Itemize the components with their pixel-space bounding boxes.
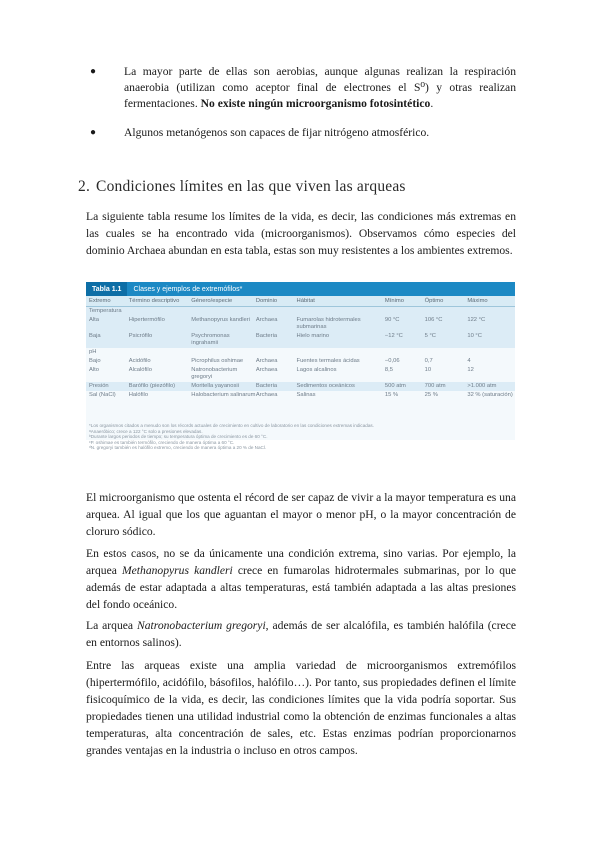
paragraph-text: , además de ser alcalófila, es también halófila (crece en entornos salinos).: [86, 619, 516, 649]
table-row: [86, 366, 515, 382]
table-cell: Moritella yayanosii: [191, 383, 239, 389]
table-row: [86, 391, 515, 400]
table-title: Clases y ejemplos de extremófilos*: [133, 285, 243, 293]
table-cell: Alcalófilo: [128, 367, 152, 373]
table-cell: Psychromonas ingrahamii: [191, 333, 230, 346]
table-header-cell: Máximo: [467, 297, 488, 304]
table-cell: Halobacterium salinarum: [191, 392, 256, 398]
table-cell: 12: [467, 367, 474, 373]
table-cell: Salinas: [296, 392, 316, 398]
table-cell: Natronobacterium gregoryi: [191, 367, 238, 380]
table-cell: Fumarolas hidrotermales submarinas: [296, 317, 361, 330]
table-footnote: ᵃAnaeróbico; crece a 122 °C solo a presiones elevadas.: [89, 428, 203, 434]
bullet-text: Algunos metanógenos son capaces de fijar nitrógeno atmosférico.: [124, 126, 430, 139]
table-cell: Archaea: [255, 317, 278, 323]
table-cell: 5 °C: [424, 333, 436, 339]
paragraph-text: crece en fumarolas hidrotermales submarinas, por lo que además de estar adaptada a altas temperaturas, está también adaptada a las altas presiones del fondo oceánico.: [86, 564, 517, 611]
table-cell: Acidófilo: [128, 358, 151, 364]
table-cell: 500 atm: [384, 383, 406, 389]
table-header-cell: Óptimo: [424, 297, 444, 304]
table-cell: Alto: [89, 367, 99, 373]
table-cell: 106 °C: [424, 317, 443, 323]
table-cell: Lagos alcalinos: [296, 367, 337, 373]
table-footnote: ᵇDurante largos periodos de tiempo; su temperatura óptima de crecimiento es de 60 °C.: [89, 434, 268, 439]
bullet-text: La mayor parte de ellas son aerobias, aunque algunas realizan la respiración anaerobia (utilizan como aceptor final de electrones el S⁰) y otras realizan fermentaciones.: [124, 65, 516, 110]
bullet-dot-icon: ●: [90, 66, 97, 77]
bullet-list: [86, 64, 516, 154]
bullet-bold-text: No existe ningún microorganismo fotosintético: [200, 97, 431, 110]
table-cell: −0,06: [384, 358, 400, 364]
extremophiles-table-image: [86, 282, 515, 450]
species-name: Methanopyrus kandleri: [122, 564, 233, 577]
body-paragraph: El microorganismo que ostenta el récord de ser capaz de vivir a la mayor temperatura es una arquea. Al igual que los que aguantan el mayor o menor pH, o la mayor concentración de cloruro sódico.: [86, 491, 516, 538]
table-cell: Fuentes termales ácidas: [296, 358, 360, 364]
table-row: [86, 382, 515, 391]
table-cell: 4: [467, 358, 471, 364]
table-cell: 700 atm: [424, 383, 446, 389]
table-cell: 90 °C: [384, 317, 400, 323]
paragraph-text: La arquea: [86, 619, 137, 632]
table-row: [86, 307, 515, 316]
body-paragraph: Entre las arqueas existe una amplia variedad de microorganismos extremófilos (hipertermófilo, acidófilo, básofilos, halófilo…). Por tanto, sus propiedades definen el límite fisicoquímico de la vida, es decir, las condiciones límites que la vida podría soportar. Sus propiedades tienen una utilidad industrial como la obtención de enzimas funcionales a altas temperaturas, alta concentración de sales, etc. Estas enzimas podrían proporcionarnos grandes ventajas en la industria o incluso en otros campos.: [86, 659, 516, 757]
table-footnote: *Los organismos citados a menudo son los récords actuales de crecimiento en cultivo de laboratorio en las condiciones extremas indicadas.: [89, 423, 374, 428]
paragraph-text: En estos casos, no se da únicamente una condición extrema, sino varias. Por ejemplo, la arquea: [86, 547, 516, 577]
table-footnote: ᵈN. gregoryi también es halófilo extremo, creciendo de manera óptima a 20 % de NaCl.: [89, 445, 267, 450]
table-cell: Bajo: [89, 358, 101, 364]
table-row: [86, 357, 515, 366]
table-cell: Sedimentos oceánicos: [296, 383, 355, 389]
table-cell: pH: [89, 349, 97, 355]
table-header-cell: Extremo: [89, 297, 111, 304]
table-cell: Hielo marino: [296, 333, 330, 339]
table-cell: Picrophilus oshimae: [191, 358, 244, 364]
table-row: [86, 348, 515, 357]
bullet-item: [86, 64, 516, 112]
table-cell: Barófilo (piezófilo): [128, 383, 176, 389]
table-cell: Archaea: [255, 367, 278, 373]
table-cell: Sal (NaCl): [89, 392, 116, 398]
table-cell: 10: [424, 367, 432, 373]
table-header-row: [86, 296, 515, 307]
table-title-bar: [86, 282, 515, 296]
table-footnote: ᶜP. oshimae es también termófilo, creciendo de manera óptima a 60 °C.: [89, 439, 235, 445]
table-row: [86, 316, 515, 332]
table-header-cell: Hábitat: [296, 297, 315, 304]
table-header-cell: Género/especie: [191, 297, 233, 304]
table-cell: −12 °C: [384, 333, 403, 339]
species-name: Natronobacterium gregoryi: [137, 619, 266, 632]
bullet-tail: .: [430, 97, 434, 110]
table-cell: Hipertermófilo: [128, 317, 165, 323]
table-header-cell: Dominio: [255, 297, 278, 304]
table-cell: Archaea: [255, 358, 278, 364]
table-header-cell: Mínimo: [384, 297, 404, 304]
table-cell: Temperatura: [89, 308, 122, 314]
table-cell: 122 °C: [467, 317, 486, 323]
table-cell: 10 °C: [467, 333, 482, 339]
section-title: Condiciones límites en las que viven las arqueas: [96, 178, 406, 195]
body-paragraph: [86, 617, 516, 651]
table-cell: Halófilo: [128, 392, 149, 398]
bullet-dot-icon: ●: [90, 127, 97, 138]
section-heading: [78, 178, 406, 196]
table-number: Tabla 1.1: [86, 282, 127, 296]
table-cell: 32 % (saturación): [467, 392, 513, 398]
table-cell: Baja: [89, 333, 101, 339]
table-cell: Bacteria: [255, 383, 278, 389]
table-row: [86, 332, 515, 348]
table-cell: Archaea: [255, 392, 278, 398]
table-cell: Bacteria: [255, 333, 278, 339]
body-paragraph: [86, 545, 516, 613]
table-cell: >1.000 atm: [467, 383, 497, 389]
table-footnotes: [89, 423, 509, 451]
table-body: [86, 307, 515, 400]
table-cell: Alta: [89, 317, 99, 323]
table-cell: 0,7: [424, 358, 433, 364]
table-cell: 25 %: [424, 392, 438, 398]
bullet-item: [86, 125, 516, 141]
intro-paragraph: La siguiente tabla resume los límites de la vida, es decir, las condiciones más extremas en las cuales se ha encontrado vida (microorganismos). Observamos cómo especies del dominio Archaea abundan en esta tabla, estas son muy resistentes a los ambientes extremos.: [86, 210, 516, 257]
table-cell: Presión: [89, 383, 109, 389]
table-cell: Psicrófilo: [128, 333, 153, 339]
table-cell: 8,5: [384, 367, 393, 373]
table-header-cell: Término descriptivo: [128, 297, 180, 304]
section-number: 2.: [78, 178, 91, 195]
table-cell: Methanopyrus kandleri: [191, 317, 250, 323]
table-cell: 15 %: [384, 392, 399, 398]
